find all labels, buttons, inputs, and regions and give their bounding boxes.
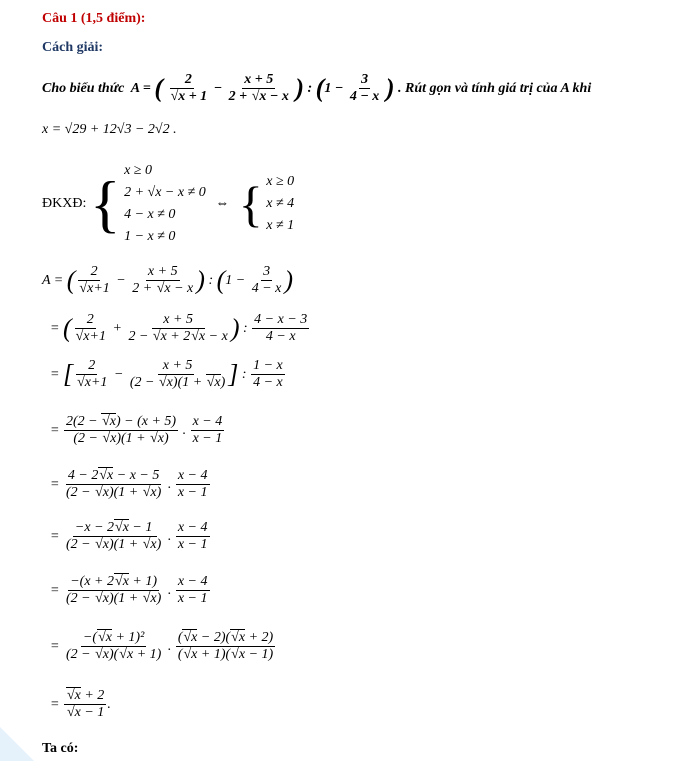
step-5: = $\frac{4 - 2√x - x - 5}{(2 - √x)(1 + √x)}$ . $\frac{x - 4}{x - 1}$ bbox=[50, 468, 208, 501]
step-1: A = ( $\frac{2}{√x+1}$ − $\frac{x + 5}{2 + √x - x}$ ) : (1 − $\frac{3}{4 - x}$ ) bbox=[42, 264, 294, 297]
step-4: = $\frac{2(2 - √x) - (x + 5)}{(2 - √x)(1 + √x)}$ . $\frac{x - 4}{x - 1}$ bbox=[50, 414, 223, 447]
corner-decoration bbox=[0, 727, 34, 761]
step-7: = $\frac{-(x + 2√x + 1)}{(2 - √x)(1 + √x)}$ . $\frac{x - 4}{x - 1}$ bbox=[50, 574, 208, 607]
step-6: = $\frac{-x - 2√x - 1}{(2 - √x)(1 + √x)}$ . $\frac{x - 4}{x - 1}$ bbox=[50, 520, 208, 553]
step-8: = $\frac{\text{−(√x + 1)²}}{(2 - √x)(√x + 1)}$ . $\frac{(√x - 2)(√x + 2)}{(√x + 1)(√x - 1)}$ bbox=[50, 630, 274, 663]
method-heading: Cách giải: bbox=[42, 40, 104, 55]
step-3: = [ $\frac{2}{√x+1}$ − $\frac{x + 5}{(2 - √x)(1 + √x)}$ ] : $\frac{1 - x}{4 - x}$ bbox=[50, 358, 283, 391]
dkxd-result: x ≥ 0 x ≠ 4 x ≠ 1 bbox=[266, 174, 295, 233]
footer-text: Ta có: bbox=[42, 741, 79, 756]
x-value: x = √29 + 12√3 − 2√2 . bbox=[42, 122, 177, 137]
problem-prefix: Cho biểu thức bbox=[42, 80, 125, 96]
problem-suffix: . Rút gọn và tính giá trị của bbox=[397, 80, 558, 96]
step-9: = $\frac{√x + 2}{√x - 1}$ . bbox=[50, 688, 111, 721]
dkxd-conditions: x ≥ 0 2 + √x − x ≠ 0 4 − x ≠ 0 1 − x ≠ 0 bbox=[124, 163, 206, 244]
dkxd-label: ĐKXĐ: bbox=[42, 196, 87, 211]
question-heading: Câu 1 (1,5 điểm): bbox=[42, 11, 146, 26]
step-2: = ( $\frac{2}{√x+1}$ + $\frac{x + 5}{2 - √x + 2√x - x}$ ) : $\frac{4 - x - 3}{4 - x}$ bbox=[50, 312, 308, 345]
dkxd-block: ĐKXĐ: { x ≥ 0 2 + √x − x ≠ 0 4 − x ≠ 0 1 − x ≠ 0 ⇔ { x ≥ 0 x ≠ 4 x ≠ 1 bbox=[42, 160, 294, 248]
problem-statement: Cho biểu thức A = ( $\frac{2}{√x + 1}$ − $\frac{x + 5}{2 + √x - x}$ ) : (1 − $\frac{3}{4 - x}$ ) . Rút gọn và tính giá trị của A khi bbox=[42, 72, 592, 105]
equivalence-arrow: ⇔ bbox=[215, 196, 230, 211]
